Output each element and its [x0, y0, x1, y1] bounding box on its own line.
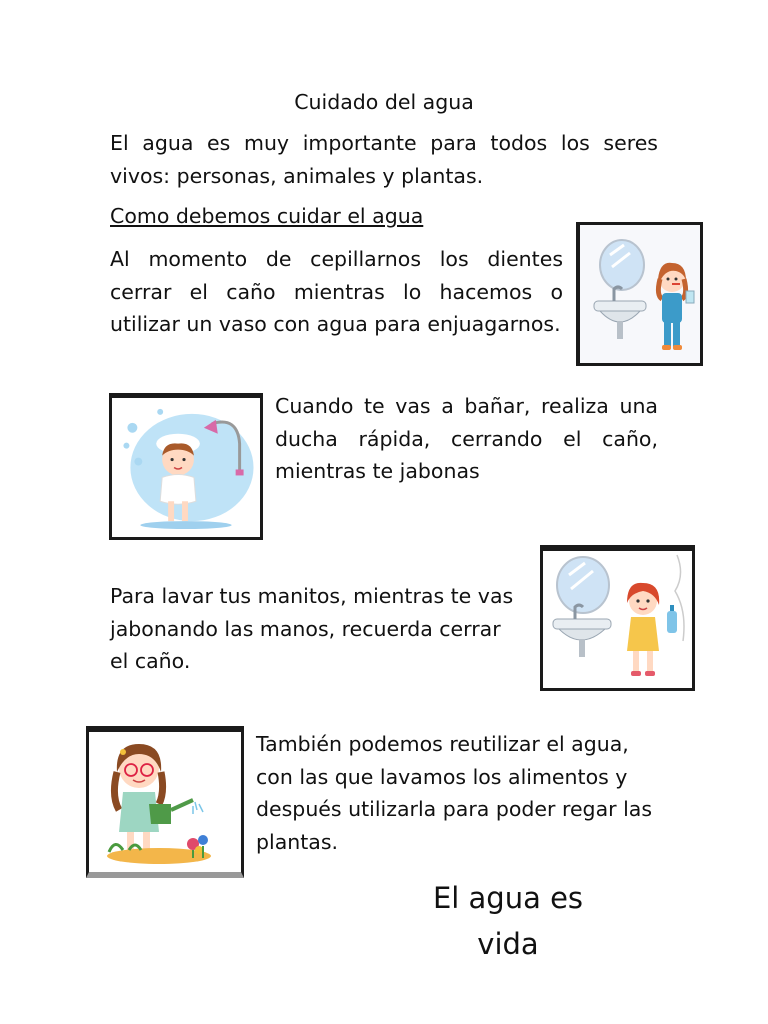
tip-line: jabonando las manos, recuerda cerrar [110, 616, 501, 641]
tip-brushing [110, 243, 563, 341]
tip-line: utilizar un vaso con agua para enjuagarnos. [110, 312, 561, 336]
tip-reuse [256, 728, 666, 858]
closing-slogan [408, 875, 608, 967]
girl-watering-plants-icon [86, 726, 244, 878]
closing-line: vida [477, 927, 539, 961]
tip-shower [275, 390, 658, 488]
tip-line: el caño. [110, 649, 191, 673]
tip-line: Cuando te vas a bañar, realiza una [275, 394, 658, 418]
intro-line: El agua es muy importante para todos los seres [110, 131, 658, 155]
tip-line: después utilizarla para poder regar las [256, 797, 653, 821]
tip-line: con las que lavamos los alimentos y [256, 764, 628, 789]
tip-line: plantas. [256, 829, 339, 854]
page-title: Cuidado del agua [294, 90, 474, 114]
intro-line: vivos: personas, animales y plantas. [110, 163, 484, 188]
girl-washing-hands-icon [540, 545, 695, 691]
tip-line: Al momento de cepillarnos los dientes [110, 247, 563, 271]
closing-line: El agua es [432, 881, 584, 915]
girl-showering-icon [109, 393, 263, 540]
tip-line: Para lavar tus manitos, mientras te vas [110, 584, 514, 608]
section-subtitle: Como debemos cuidar el agua [110, 204, 424, 228]
tip-line: cerrar el caño mientras lo hacemos o [110, 279, 563, 304]
tip-handwash [110, 580, 520, 678]
tip-line: ducha rápida, cerrando el caño, [275, 426, 658, 451]
tip-line: mientras te jabonas [275, 459, 480, 483]
tip-line: También podemos reutilizar el agua, [256, 732, 629, 756]
intro-paragraph [110, 127, 658, 192]
girl-brushing-teeth-icon [576, 222, 703, 366]
